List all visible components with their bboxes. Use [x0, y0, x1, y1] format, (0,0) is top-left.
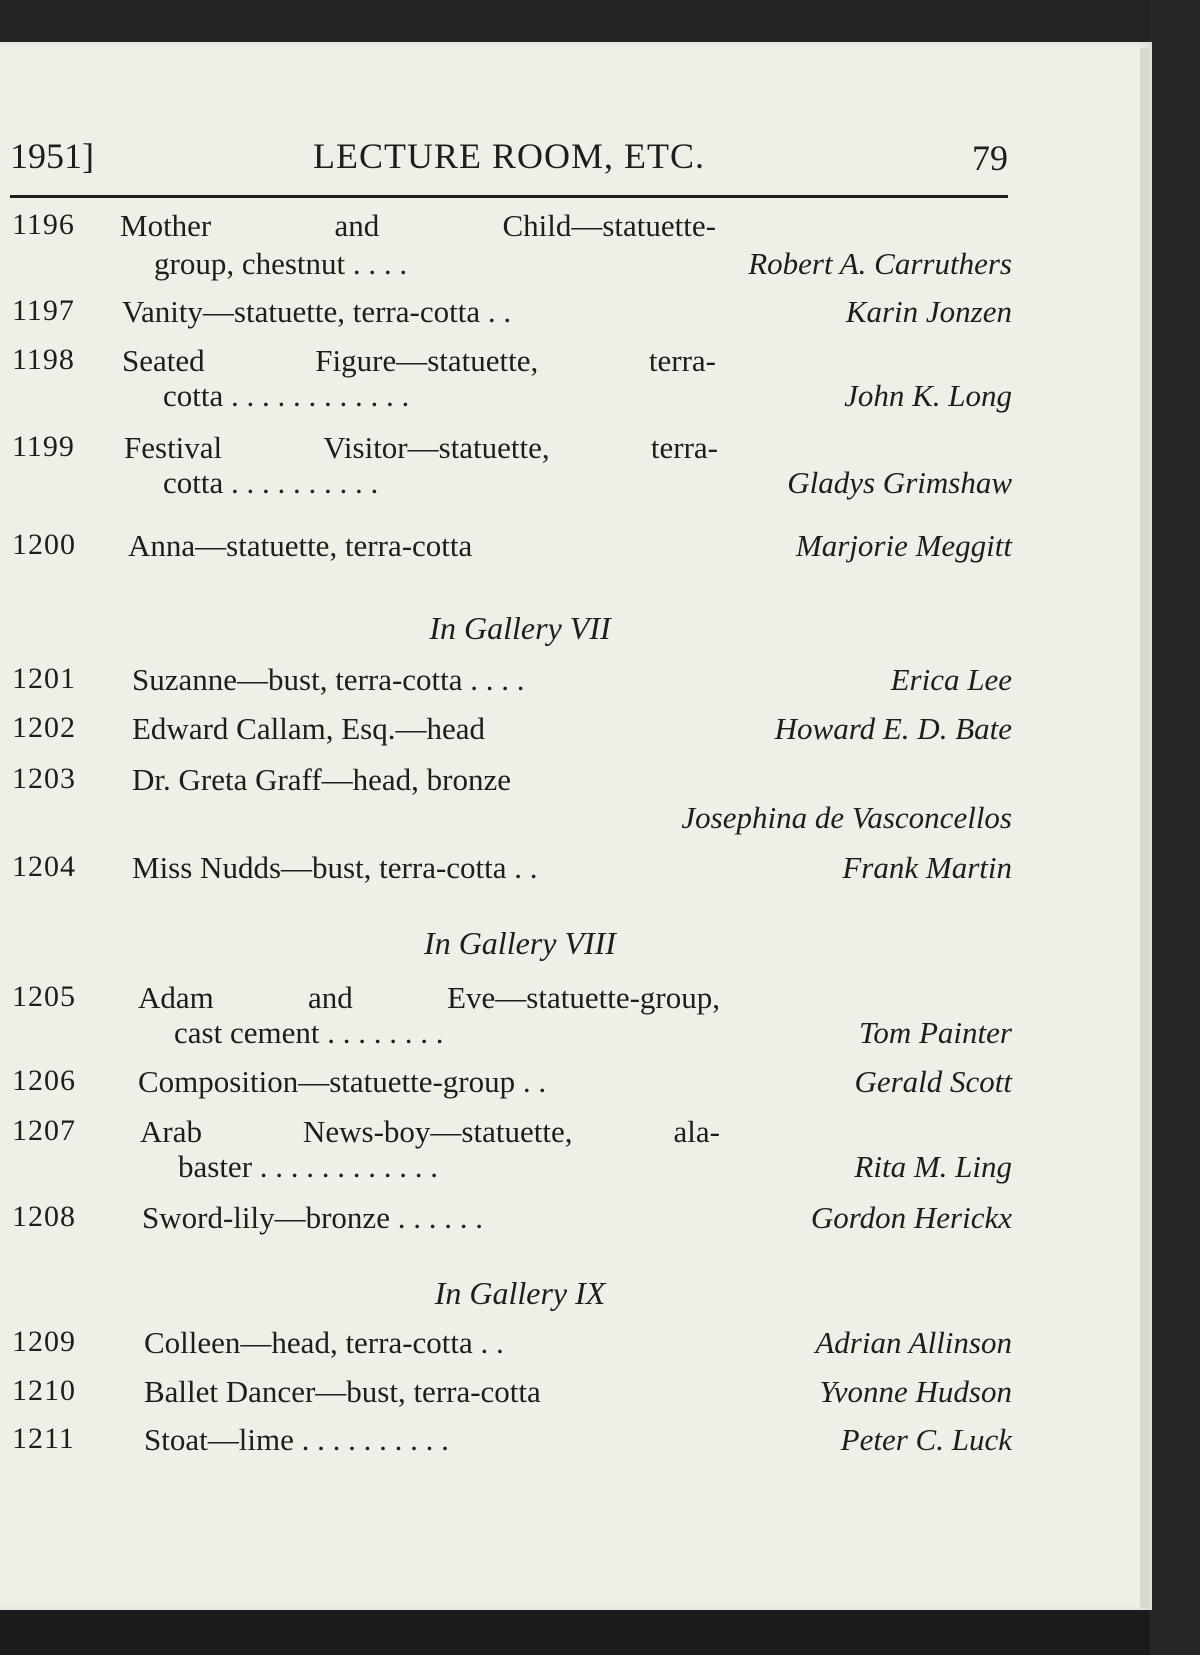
entry-word: Festival	[124, 430, 223, 465]
artist-name: Adrian Allinson	[815, 1325, 1012, 1360]
artist-name: Erica Lee	[890, 662, 1012, 697]
entry-number: 1208	[12, 1200, 76, 1233]
artist-name: Howard E. D. Bate	[774, 711, 1012, 746]
entry-word: Seated	[122, 343, 205, 378]
section-heading: In Gallery VIII	[424, 925, 616, 961]
entry-word: Mother	[120, 208, 212, 243]
entry-word: and	[308, 980, 353, 1015]
artist-name: Frank Martin	[842, 850, 1012, 885]
artist-name: Peter C. Luck	[840, 1422, 1012, 1457]
entry-title-line	[124, 430, 718, 466]
catalogue-entry	[12, 662, 1012, 702]
entry-word: Figure—statuette,	[315, 343, 539, 378]
catalogue-entry	[12, 294, 1012, 334]
artist-name: Marjorie Meggitt	[795, 528, 1012, 563]
catalogue-entry	[12, 1374, 1012, 1414]
entry-number: 1196	[12, 208, 75, 241]
entry-number: 1211	[12, 1422, 75, 1455]
header-year: 1951]	[10, 136, 94, 176]
entry-title-line	[122, 343, 716, 379]
entry-number: 1207	[12, 1114, 76, 1147]
artist-name: Josephina de Vasconcellos	[681, 800, 1012, 835]
catalogue-entry	[12, 1064, 1012, 1104]
artist-name: Gordon Herickx	[810, 1200, 1012, 1235]
entry-title: Anna—statuette, terra-cotta	[128, 528, 473, 563]
catalogue-entry	[12, 430, 1012, 510]
entry-number: 1199	[12, 430, 75, 463]
entry-title-continued: group, chestnut . . . .	[154, 246, 408, 281]
entry-number: 1206	[12, 1064, 76, 1097]
artist-name: Gerald Scott	[854, 1064, 1012, 1099]
entry-word: and	[334, 208, 380, 243]
artist-name: John K. Long	[844, 378, 1012, 413]
header-title: LECTURE ROOM, ETC.	[313, 136, 705, 176]
entry-title-line	[120, 208, 716, 244]
section-heading: In Gallery IX	[434, 1275, 606, 1311]
entry-title: Edward Callam, Esq.—head	[132, 711, 485, 746]
scan-background-right	[1150, 0, 1200, 1655]
entry-title-continued: cotta . . . . . . . . . .	[163, 465, 379, 500]
artist-name: Gladys Grimshaw	[787, 465, 1012, 500]
entry-title: Composition—statuette-group . .	[138, 1064, 547, 1099]
entry-number: 1201	[12, 662, 76, 695]
entry-word: terra-	[650, 430, 718, 465]
catalogue-entry	[12, 1200, 1012, 1240]
catalogue-entry	[12, 762, 1012, 842]
entry-number: 1203	[12, 762, 76, 795]
entry-word: Child—statuette-	[502, 208, 716, 243]
entry-title-continued: cast cement . . . . . . . .	[174, 1015, 444, 1050]
catalogue-entry	[12, 980, 1012, 1060]
entry-title: Vanity—statuette, terra-cotta . .	[122, 294, 512, 329]
artist-name: Karin Jonzen	[845, 294, 1012, 329]
entry-title: Dr. Greta Graff—head, bronze	[132, 762, 512, 797]
entry-title: Colleen—head, terra-cotta . .	[144, 1325, 504, 1360]
entry-word: terra-	[648, 343, 716, 378]
entry-number: 1200	[12, 528, 76, 561]
entry-title-continued: cotta . . . . . . . . . . . .	[163, 378, 410, 413]
artist-name: Tom Painter	[858, 1015, 1012, 1050]
catalogue-entry	[12, 1114, 1012, 1194]
entry-word: Adam	[138, 980, 214, 1015]
entry-number: 1204	[12, 850, 76, 883]
entry-number: 1205	[12, 980, 76, 1013]
entry-word: Arab	[140, 1114, 202, 1149]
entry-word: News-boy—statuette,	[303, 1114, 573, 1149]
entry-title: Ballet Dancer—bust, terra-cotta	[144, 1374, 541, 1409]
entry-title: Sword-lily—bronze . . . . . .	[142, 1200, 483, 1235]
catalogue-entry	[12, 1422, 1012, 1462]
catalogue-entry	[12, 1325, 1012, 1365]
entry-number: 1209	[12, 1325, 76, 1358]
entry-title-continued: baster . . . . . . . . . . . .	[178, 1149, 439, 1184]
entry-title: Suzanne—bust, terra-cotta . . . .	[132, 662, 525, 697]
entry-title-line	[138, 980, 720, 1016]
catalogue-entry	[12, 850, 1012, 890]
entry-number: 1202	[12, 711, 76, 744]
entry-word: Visitor—statuette,	[323, 430, 550, 465]
entry-number: 1210	[12, 1374, 76, 1407]
entry-word: Eve—statuette-group,	[447, 980, 720, 1015]
entry-title-line	[140, 1114, 720, 1150]
entry-number: 1198	[12, 343, 75, 376]
catalogue-entry	[12, 343, 1012, 423]
section-heading: In Gallery VII	[429, 610, 611, 646]
artist-name: Rita M. Ling	[854, 1149, 1012, 1184]
artist-name: Robert A. Carruthers	[748, 246, 1012, 281]
entry-word: ala-	[673, 1114, 720, 1149]
artist-name: Yvonne Hudson	[819, 1374, 1012, 1409]
page-number: 79	[972, 138, 1008, 178]
catalogue-entry	[12, 528, 1012, 568]
catalogue-entry	[12, 711, 1012, 751]
entry-number: 1197	[12, 294, 75, 327]
entry-title: Miss Nudds—bust, terra-cotta . .	[132, 850, 538, 885]
entry-title: Stoat—lime . . . . . . . . . .	[144, 1422, 449, 1457]
catalogue-entry	[12, 208, 1012, 288]
